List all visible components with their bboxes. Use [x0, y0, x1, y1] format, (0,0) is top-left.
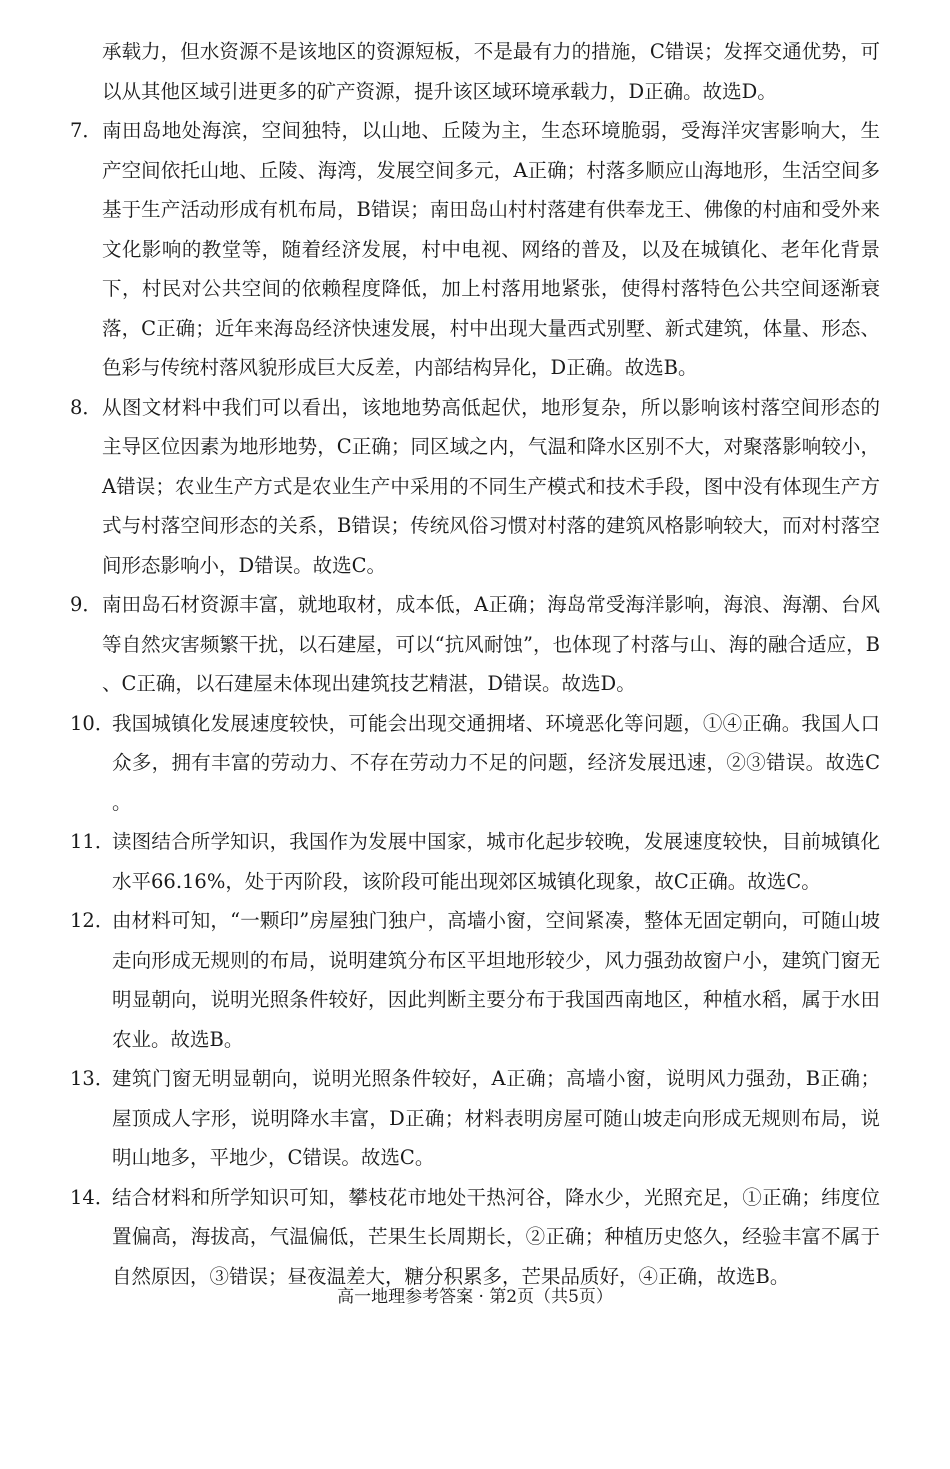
item-number: 8． [70, 395, 102, 419]
item-number: 11． [70, 830, 115, 853]
answer-content [70, 32, 880, 1296]
item-text: 我国城镇化发展速度较快，可能会出现交通拥堵、环境恶化等问题，①④正确。我国人口众多，拥有丰富的劳动力、不存在劳动力不足的问题，经济发展迅速，②③错误。故选C。 [112, 711, 880, 814]
item-text: 从图文材料中我们可以看出，该地地势高低起伏，地形复杂，所以影响该村落空间形态的主导区位因素为地形地势，C正确；同区域之内，气温和降水区别不大，对聚落影响较小，A错误；农业生产方式是农业生产中采用的不同生产模式和技术手段，图中没有体现生产方式与村落空间形态的关系，B错误；传统风俗习惯对村落的建筑风格影响较大，而对村落空间形态影响小，D错误。故选C。 [102, 395, 880, 577]
item-number: 7． [70, 119, 102, 142]
item-number: 10． [70, 711, 115, 735]
answer-item-14 [70, 1178, 880, 1297]
item-text: 南田岛石材资源丰富，就地取材，成本低，A正确；海岛常受海洋影响，海浪、海潮、台风等自然灾害频繁干扰，以石建屋，可以“抗风耐蚀”，也体现了村落与山、海的融合适应，B、C正确，以石建屋未体现出建筑技艺精湛，D错误。故选D。 [102, 593, 880, 695]
answer-item-11 [70, 822, 880, 901]
answer-item-12 [70, 901, 880, 1059]
answer-item-13 [70, 1059, 880, 1178]
answer-item-7 [70, 111, 880, 388]
item-text: 由材料可知，“一颗印”房屋独门独户，高墙小窗，空间紧凑，整体无固定朝向，可随山坡走向形成无规则的布局，说明建筑分布区平坦地形较少，风力强劲故窗户小，建筑门窗无明显朝向，说明光照条件较好，因此判断主要分布于我国西南地区，种植水稻，属于水田农业。故选B。 [112, 909, 880, 1051]
answer-item-8 [70, 388, 880, 586]
item-number: 14． [70, 1185, 115, 1209]
item-number: 13． [70, 1067, 115, 1090]
item-text: 建筑门窗无明显朝向，说明光照条件较好，A正确；高墙小窗，说明风力强劲，B正确；屋顶成人字形，说明降水丰富，D正确；材料表明房屋可随山坡走向形成无规则布局，说明山地多，平地少，C错误。故选C。 [112, 1067, 880, 1169]
item-text: 南田岛地处海滨，空间独特，以山地、丘陵为主，生态环境脆弱，受海洋灾害影响大，生产空间依托山地、丘陵、海湾，发展空间多元，A正确；村落多顺应山海地形，生活空间多基于生产活动形成有机布局，B错误；南田岛山村村落建有供奉龙王、佛像的村庙和受外来文化影响的教堂等，随着经济发展，村中电视、网络的普及，以及在城镇化、老年化背景下，村民对公共空间的依赖程度降低，加上村落用地紧张，使得村落特色公共空间逐渐衰落，C正确；近年来海岛经济快速发展，村中出现大量西式别墅、新式建筑，体量、形态、色彩与传统村落风貌形成巨大反差，内部结构异化，D正确。故选B。 [102, 119, 880, 379]
item-text: 读图结合所学知识，我国作为发展中国家，城市化起步较晚，发展速度较快，目前城镇化水平66.16%，处于丙阶段，该阶段可能出现郊区城镇化现象，故C正确。故选C。 [112, 830, 880, 893]
continued-paragraph: 承载力，但水资源不是该地区的资源短板，不是最有力的措施，C错误；发挥交通优势，可以从其他区域引进更多的矿产资源，提升该区域环境承载力，D正确。故选D。 [102, 40, 880, 103]
answer-item-10 [70, 704, 880, 823]
item-number: 9． [70, 593, 102, 616]
item-number: 12． [70, 909, 115, 932]
page-footer: 高一地理参考答案 · 第2页（共5页） [337, 1287, 613, 1307]
item-text: 结合材料和所学知识可知，攀枝花市地处干热河谷，降水少，光照充足，①正确；纬度位置偏高，海拔高，气温偏低，芒果生长周期长，②正确；种植历史悠久，经验丰富不属于自然原因，③错误；昼夜温差大，糖分积累多，芒果品质好，④正确，故选B。 [112, 1185, 880, 1288]
answer-item-9 [70, 585, 880, 704]
